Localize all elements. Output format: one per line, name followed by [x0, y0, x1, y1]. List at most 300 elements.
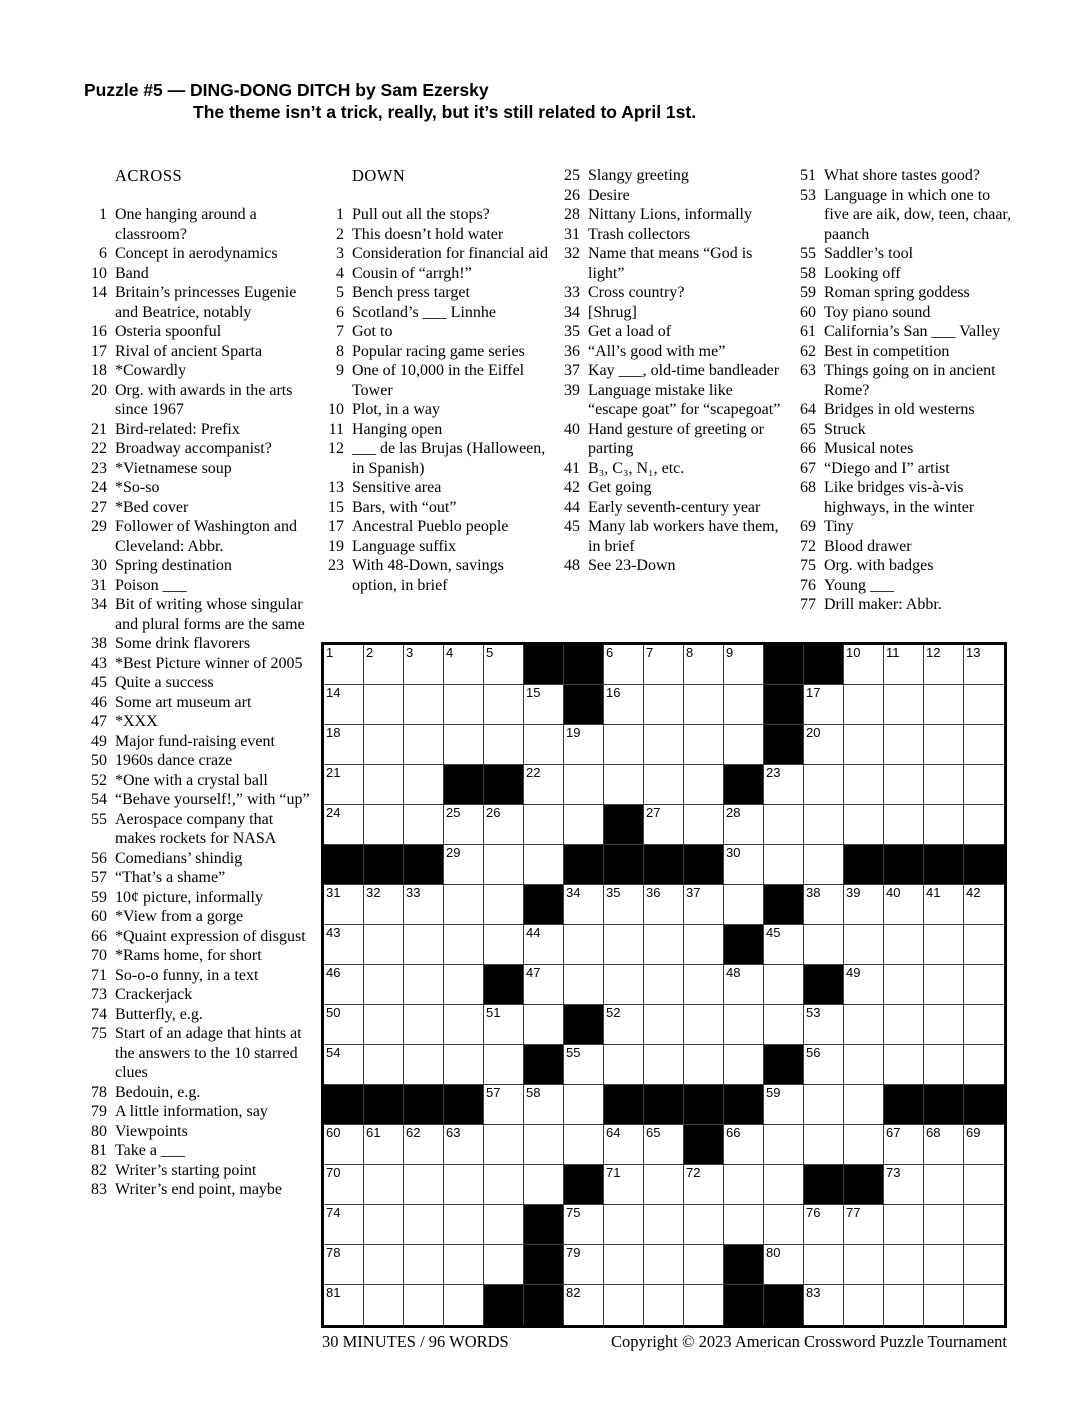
- grid-cell[interactable]: [404, 1125, 444, 1165]
- grid-cell[interactable]: [564, 965, 604, 1005]
- grid-cell[interactable]: [804, 1045, 844, 1085]
- grid-cell[interactable]: [444, 1125, 484, 1165]
- clue-text: Bridges in old westerns: [824, 401, 975, 418]
- grid-cell[interactable]: [604, 965, 644, 1005]
- clue-number: 34: [91, 596, 107, 613]
- grid-cell[interactable]: [724, 1125, 764, 1165]
- grid-cell[interactable]: [484, 925, 524, 965]
- grid-cell[interactable]: [684, 1205, 724, 1245]
- clue-text: Name that means “God is light”: [588, 245, 753, 282]
- grid-cell[interactable]: [404, 1245, 444, 1285]
- grid-cell[interactable]: [604, 645, 644, 685]
- grid-cell[interactable]: [644, 1045, 684, 1085]
- clue: [557, 166, 785, 186]
- grid-cell[interactable]: [364, 725, 404, 765]
- cell-number: 47: [526, 965, 541, 980]
- grid-cell[interactable]: [684, 1005, 724, 1045]
- grid-cell[interactable]: [644, 925, 684, 965]
- grid-cell[interactable]: [644, 885, 684, 925]
- grid-cell[interactable]: [484, 1085, 524, 1125]
- grid-cell[interactable]: [684, 1245, 724, 1285]
- grid-cell[interactable]: [444, 645, 484, 685]
- clue-number: 53: [800, 186, 816, 204]
- clue-text: *Vietnamese soup: [115, 459, 232, 477]
- grid-cell[interactable]: [324, 1125, 364, 1165]
- grid-cell[interactable]: [404, 765, 444, 805]
- grid-cell[interactable]: [484, 1005, 524, 1045]
- grid-cell[interactable]: [564, 805, 604, 845]
- grid-cell[interactable]: [804, 1085, 844, 1125]
- grid-cell[interactable]: [484, 885, 524, 925]
- grid-cell[interactable]: [604, 765, 644, 805]
- grid-cell[interactable]: [724, 965, 764, 1005]
- grid-cell[interactable]: [324, 1005, 364, 1045]
- grid-cell[interactable]: [724, 725, 764, 765]
- grid-cell[interactable]: [964, 885, 1004, 925]
- grid-cell[interactable]: [524, 725, 564, 765]
- grid-cell[interactable]: [724, 1005, 764, 1045]
- grid-cell[interactable]: [884, 1165, 924, 1205]
- grid-cell[interactable]: [364, 1045, 404, 1085]
- grid-cell[interactable]: [364, 1165, 404, 1205]
- grid-cell[interactable]: [444, 1205, 484, 1245]
- clue-number: 15: [328, 498, 344, 516]
- grid-cell[interactable]: [404, 685, 444, 725]
- grid-cell[interactable]: [964, 645, 1004, 685]
- clue-text: Britain’s princesses Eugenie and Beatrice, notably: [115, 284, 297, 321]
- grid-cell[interactable]: [364, 1205, 404, 1245]
- grid-cell[interactable]: [644, 725, 684, 765]
- grid-cell[interactable]: [684, 645, 724, 685]
- grid-cell[interactable]: [764, 965, 804, 1005]
- grid-cell[interactable]: [644, 1165, 684, 1205]
- grid-cell[interactable]: [524, 845, 564, 885]
- grid-cell[interactable]: [684, 1165, 724, 1205]
- grid-cell[interactable]: [924, 1125, 964, 1165]
- grid-cell[interactable]: [364, 925, 404, 965]
- grid-cell[interactable]: [604, 725, 644, 765]
- grid-cell[interactable]: [684, 805, 724, 845]
- grid-cell[interactable]: [404, 805, 444, 845]
- grid-cell[interactable]: [724, 645, 764, 685]
- grid-cell[interactable]: [644, 645, 684, 685]
- grid-cell[interactable]: [444, 965, 484, 1005]
- grid-cell[interactable]: [964, 1285, 1004, 1325]
- grid-cell[interactable]: [604, 1245, 644, 1285]
- clue-number: 61: [800, 323, 816, 340]
- grid-cell[interactable]: [364, 1125, 404, 1165]
- grid-cell[interactable]: [724, 685, 764, 725]
- clue: [84, 420, 314, 440]
- clue-text: Hanging open: [352, 420, 443, 438]
- grid-cell[interactable]: [924, 1005, 964, 1045]
- grid-cell[interactable]: [964, 965, 1004, 1005]
- grid-cell[interactable]: [964, 685, 1004, 725]
- grid-cell[interactable]: [724, 805, 764, 845]
- grid-cell[interactable]: [924, 805, 964, 845]
- grid-cell[interactable]: [964, 1125, 1004, 1165]
- puzzle-subtitle: The theme isn’t a trick, really, but it’s still related to April 1st.: [193, 102, 697, 122]
- cell-number: 13: [966, 645, 981, 660]
- grid-cell[interactable]: [404, 1045, 444, 1085]
- grid-cell[interactable]: [524, 925, 564, 965]
- grid-cell[interactable]: [844, 805, 884, 845]
- clue: [793, 303, 1015, 323]
- clue: [84, 810, 314, 849]
- grid-cell[interactable]: [404, 1165, 444, 1205]
- clue: [84, 205, 314, 244]
- grid-cell[interactable]: [884, 885, 924, 925]
- grid-cell[interactable]: [964, 805, 1004, 845]
- grid-cell[interactable]: [764, 1245, 804, 1285]
- grid-cell[interactable]: [604, 1165, 644, 1205]
- grid-cell[interactable]: [884, 765, 924, 805]
- grid-cell[interactable]: [324, 925, 364, 965]
- clue-text: Things going on in ancient Rome?: [824, 362, 996, 399]
- grid-cell[interactable]: [924, 1045, 964, 1085]
- grid-cell[interactable]: [964, 925, 1004, 965]
- grid-cell[interactable]: [684, 885, 724, 925]
- grid-cell[interactable]: [564, 1045, 604, 1085]
- grid-cell[interactable]: [804, 925, 844, 965]
- grid-cell[interactable]: [484, 1165, 524, 1205]
- clue: [84, 498, 314, 518]
- grid-cell[interactable]: [364, 805, 404, 845]
- grid-cell[interactable]: [684, 1045, 724, 1085]
- grid-cell[interactable]: [484, 645, 524, 685]
- grid-cell[interactable]: [844, 1125, 884, 1165]
- grid-cell[interactable]: [324, 645, 364, 685]
- clue-text: Poison ___: [115, 576, 187, 594]
- grid-cell[interactable]: [764, 805, 804, 845]
- grid-cell[interactable]: [964, 765, 1004, 805]
- grid-cell[interactable]: [524, 765, 564, 805]
- cell-number: 73: [886, 1165, 901, 1180]
- grid-cell[interactable]: [964, 725, 1004, 765]
- grid-cell[interactable]: [444, 685, 484, 725]
- grid-cell[interactable]: [844, 685, 884, 725]
- clue: [321, 556, 549, 595]
- grid-cell[interactable]: [924, 765, 964, 805]
- cell-number: 66: [726, 1125, 741, 1140]
- grid-cell[interactable]: [884, 925, 924, 965]
- clue-text: This doesn’t hold water: [352, 225, 504, 243]
- grid-cell[interactable]: [324, 1205, 364, 1245]
- grid-cell[interactable]: [324, 805, 364, 845]
- grid-cell[interactable]: [364, 1005, 404, 1045]
- grid-cell[interactable]: [684, 725, 724, 765]
- grid-cell[interactable]: [364, 645, 404, 685]
- grid-cell[interactable]: [684, 685, 724, 725]
- clue-text: “Behave yourself!,” with “up”: [115, 791, 310, 808]
- grid-cell[interactable]: [524, 1005, 564, 1045]
- grid-cell[interactable]: [404, 885, 444, 925]
- clue: [84, 790, 314, 810]
- clue-number: 56: [91, 849, 107, 867]
- grid-cell[interactable]: [884, 1125, 924, 1165]
- clue-text: Cross country?: [588, 284, 685, 301]
- grid-cell[interactable]: [844, 645, 884, 685]
- grid-cell[interactable]: [364, 765, 404, 805]
- grid-cell[interactable]: [564, 1245, 604, 1285]
- cell-number: 14: [326, 685, 341, 700]
- grid-cell[interactable]: [484, 725, 524, 765]
- grid-cell[interactable]: [564, 725, 604, 765]
- grid-cell[interactable]: [844, 885, 884, 925]
- grid-cell[interactable]: [884, 965, 924, 1005]
- cell-number: 51: [486, 1005, 501, 1020]
- grid-cell[interactable]: [604, 925, 644, 965]
- grid-cell[interactable]: [924, 1165, 964, 1205]
- grid-cell[interactable]: [644, 1205, 684, 1245]
- grid-cell[interactable]: [444, 845, 484, 885]
- grid-cell[interactable]: [724, 1165, 764, 1205]
- grid-cell[interactable]: [604, 1205, 644, 1245]
- grid-cell[interactable]: [404, 1205, 444, 1245]
- clue-text: Bars, with “out”: [352, 498, 457, 516]
- grid-cell[interactable]: [324, 765, 364, 805]
- cell-number: 80: [766, 1245, 781, 1260]
- grid-cell[interactable]: [364, 965, 404, 1005]
- grid-cell[interactable]: [644, 1125, 684, 1165]
- grid-cell[interactable]: [804, 1005, 844, 1045]
- grid-cell[interactable]: [604, 1045, 644, 1085]
- cell-number: 15: [526, 685, 541, 700]
- grid-cell[interactable]: [604, 1125, 644, 1165]
- grid-cell[interactable]: [524, 685, 564, 725]
- grid-cell[interactable]: [644, 1005, 684, 1045]
- clue-text: Pull out all the stops?: [352, 206, 490, 223]
- grid-cell[interactable]: [684, 765, 724, 805]
- grid-cell[interactable]: [484, 1245, 524, 1285]
- grid-cell[interactable]: [844, 965, 884, 1005]
- grid-cell[interactable]: [404, 1285, 444, 1325]
- grid-cell[interactable]: [564, 1205, 604, 1245]
- grid-cell[interactable]: [564, 1085, 604, 1125]
- grid-cell[interactable]: [484, 845, 524, 885]
- grid-cell[interactable]: [364, 1285, 404, 1325]
- grid-cell[interactable]: [724, 1045, 764, 1085]
- grid-cell[interactable]: [884, 1245, 924, 1285]
- grid-cell[interactable]: [764, 845, 804, 885]
- grid-cell-black: [324, 845, 364, 885]
- grid-cell[interactable]: [884, 1045, 924, 1085]
- grid-cell[interactable]: [804, 685, 844, 725]
- grid-cell[interactable]: [444, 1285, 484, 1325]
- clue-number: 45: [91, 674, 107, 691]
- grid-cell[interactable]: [684, 965, 724, 1005]
- grid-cell[interactable]: [684, 1285, 724, 1325]
- grid-cell[interactable]: [364, 885, 404, 925]
- clue-number: 44: [564, 498, 580, 516]
- grid-cell[interactable]: [964, 1045, 1004, 1085]
- cell-number: 81: [326, 1285, 341, 1300]
- grid-cell[interactable]: [444, 885, 484, 925]
- clue: [557, 244, 785, 283]
- grid-cell[interactable]: [844, 1005, 884, 1045]
- cell-number: 69: [966, 1125, 981, 1140]
- clue-text: Major fund-raising event: [115, 732, 275, 750]
- grid-cell-black: [764, 725, 804, 765]
- grid-cell[interactable]: [764, 1205, 804, 1245]
- grid-cell[interactable]: [564, 765, 604, 805]
- grid-cell[interactable]: [724, 1205, 764, 1245]
- clue-text: Crackerjack: [115, 986, 193, 1003]
- grid-cell[interactable]: [324, 1285, 364, 1325]
- grid-cell[interactable]: [924, 685, 964, 725]
- grid-cell[interactable]: [404, 645, 444, 685]
- grid-cell[interactable]: [804, 765, 844, 805]
- grid-cell[interactable]: [404, 725, 444, 765]
- grid-cell[interactable]: [964, 1165, 1004, 1205]
- clue-number: 83: [91, 1181, 107, 1198]
- grid-cell[interactable]: [804, 1125, 844, 1165]
- grid-cell[interactable]: [444, 1165, 484, 1205]
- grid-cell[interactable]: [604, 1285, 644, 1325]
- grid-cell[interactable]: [324, 885, 364, 925]
- grid-cell[interactable]: [764, 925, 804, 965]
- grid-cell[interactable]: [524, 1085, 564, 1125]
- grid-cell[interactable]: [404, 1005, 444, 1045]
- grid-cell[interactable]: [844, 765, 884, 805]
- grid-cell[interactable]: [844, 1285, 884, 1325]
- grid-cell[interactable]: [804, 725, 844, 765]
- grid-cell[interactable]: [484, 1205, 524, 1245]
- clue: [557, 186, 785, 206]
- clue: [84, 751, 314, 771]
- grid-cell[interactable]: [844, 1205, 884, 1245]
- clue-number: 46: [91, 693, 107, 711]
- grid-cell[interactable]: [964, 1005, 1004, 1045]
- grid-cell[interactable]: [924, 725, 964, 765]
- grid-cell[interactable]: [884, 1285, 924, 1325]
- grid-cell[interactable]: [764, 1085, 804, 1125]
- grid-cell[interactable]: [524, 1165, 564, 1205]
- grid-cell[interactable]: [524, 805, 564, 845]
- grid-cell[interactable]: [884, 725, 924, 765]
- clue: [793, 322, 1015, 342]
- grid-cell[interactable]: [804, 805, 844, 845]
- grid-cell[interactable]: [764, 1005, 804, 1045]
- clue: [321, 517, 549, 537]
- grid-cell[interactable]: [884, 1005, 924, 1045]
- clue-text: *Rams home, for short: [115, 947, 262, 964]
- grid-cell[interactable]: [604, 685, 644, 725]
- grid-cell[interactable]: [924, 965, 964, 1005]
- grid-cell[interactable]: [724, 885, 764, 925]
- clue-text: *XXX: [115, 713, 158, 730]
- grid-cell[interactable]: [764, 765, 804, 805]
- grid-cell[interactable]: [964, 1205, 1004, 1245]
- grid-cell[interactable]: [564, 885, 604, 925]
- grid-cell[interactable]: [644, 765, 684, 805]
- grid-cell[interactable]: [644, 1285, 684, 1325]
- grid-cell[interactable]: [724, 845, 764, 885]
- grid-cell[interactable]: [324, 1165, 364, 1205]
- grid-cell-black: [564, 1165, 604, 1205]
- grid-cell[interactable]: [564, 1125, 604, 1165]
- grid-cell[interactable]: [844, 1085, 884, 1125]
- grid-cell[interactable]: [764, 1125, 804, 1165]
- grid-cell[interactable]: [564, 1285, 604, 1325]
- grid-cell[interactable]: [364, 685, 404, 725]
- grid-cell[interactable]: [324, 965, 364, 1005]
- grid-cell[interactable]: [684, 925, 724, 965]
- grid-cell[interactable]: [444, 1245, 484, 1285]
- grid-cell[interactable]: [444, 1045, 484, 1085]
- grid-cell[interactable]: [324, 685, 364, 725]
- grid-cell[interactable]: [564, 925, 604, 965]
- grid-cell[interactable]: [364, 1245, 404, 1285]
- grid-cell[interactable]: [644, 685, 684, 725]
- grid-cell[interactable]: [404, 925, 444, 965]
- grid-cell[interactable]: [924, 1245, 964, 1285]
- grid-cell[interactable]: [444, 805, 484, 845]
- grid-cell[interactable]: [844, 1245, 884, 1285]
- grid-cell[interactable]: [484, 1045, 524, 1085]
- grid-cell[interactable]: [524, 965, 564, 1005]
- grid-cell[interactable]: [444, 925, 484, 965]
- grid-cell[interactable]: [444, 725, 484, 765]
- cell-number: 18: [326, 725, 341, 740]
- grid-cell[interactable]: [924, 885, 964, 925]
- grid-cell[interactable]: [524, 1125, 564, 1165]
- grid-cell[interactable]: [804, 845, 844, 885]
- grid-cell[interactable]: [844, 925, 884, 965]
- grid-cell[interactable]: [644, 1245, 684, 1285]
- grid-cell[interactable]: [764, 1165, 804, 1205]
- clue-column-down-1: [321, 166, 549, 595]
- grid-cell[interactable]: [804, 1205, 844, 1245]
- grid-cell[interactable]: [484, 1125, 524, 1165]
- grid-cell[interactable]: [844, 725, 884, 765]
- grid-cell[interactable]: [884, 645, 924, 685]
- grid-cell[interactable]: [924, 925, 964, 965]
- grid-cell[interactable]: [444, 1005, 484, 1045]
- grid-cell[interactable]: [324, 1245, 364, 1285]
- grid-cell-black: [644, 845, 684, 885]
- cell-number: 74: [326, 1205, 341, 1220]
- grid-cell[interactable]: [924, 645, 964, 685]
- clue-number: 79: [91, 1103, 107, 1120]
- clue: [84, 556, 314, 576]
- grid-cell[interactable]: [804, 1285, 844, 1325]
- grid-cell[interactable]: [884, 1205, 924, 1245]
- grid-cell[interactable]: [924, 1285, 964, 1325]
- grid-cell[interactable]: [404, 965, 444, 1005]
- clue-number: 42: [564, 479, 580, 496]
- grid-cell[interactable]: [924, 1205, 964, 1245]
- grid-cell[interactable]: [604, 1005, 644, 1045]
- grid-cell[interactable]: [484, 805, 524, 845]
- clue-text: Broadway accompanist?: [115, 440, 272, 457]
- grid-cell[interactable]: [644, 805, 684, 845]
- grid-cell[interactable]: [804, 1245, 844, 1285]
- grid-cell[interactable]: [604, 885, 644, 925]
- clue: [793, 264, 1015, 284]
- grid-cell[interactable]: [484, 685, 524, 725]
- clue-number: 17: [328, 518, 344, 535]
- grid-cell[interactable]: [644, 965, 684, 1005]
- grid-cell[interactable]: [844, 1045, 884, 1085]
- clue: [84, 381, 314, 420]
- grid-cell[interactable]: [884, 805, 924, 845]
- grid-cell[interactable]: [804, 885, 844, 925]
- grid-cell[interactable]: [884, 685, 924, 725]
- grid-cell[interactable]: [964, 1245, 1004, 1285]
- grid-cell[interactable]: [324, 725, 364, 765]
- grid-cell[interactable]: [324, 1045, 364, 1085]
